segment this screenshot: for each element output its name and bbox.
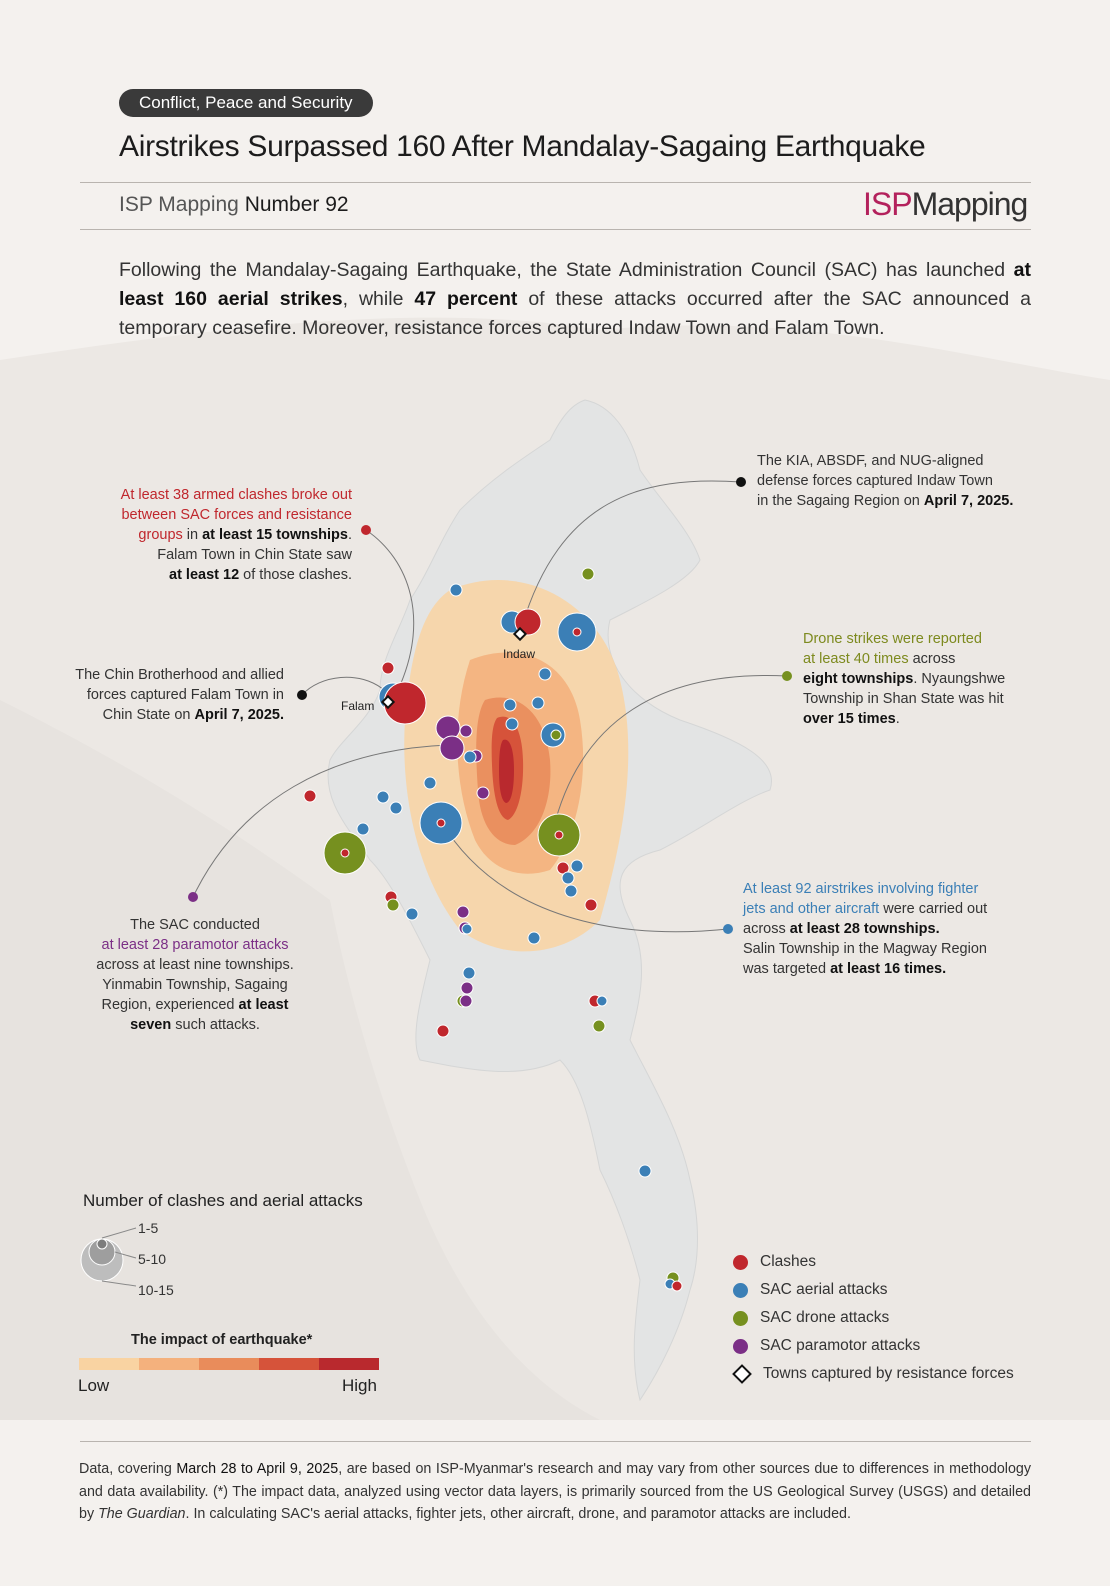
- annotation-highlight: groups: [138, 527, 183, 543]
- clash-marker: [585, 899, 597, 911]
- annotation-text: The Chin Brotherhood and allied: [75, 667, 284, 683]
- annotation-text: .: [347, 527, 352, 543]
- intro-text: Following the Mandalay-Sagaing Earthquake, the State Administration Council (SAC) has launched: [119, 259, 1014, 281]
- annotation-text: The KIA, ABSDF, and NUG-aligned: [757, 453, 984, 469]
- impact-high-label: High: [342, 1376, 377, 1395]
- aerial-attack-marker: [571, 860, 583, 872]
- annotation-bold: eight townships: [803, 671, 914, 687]
- annotation-bold: April 7, 2025.: [923, 493, 1014, 509]
- clash-marker: [672, 1281, 682, 1291]
- annotation-indaw: [757, 451, 1047, 511]
- aerial-attack-marker: [424, 777, 436, 789]
- footer-source: The Guardian: [98, 1506, 186, 1522]
- annotation-clashes: [80, 485, 352, 585]
- intro-emphasis: 47 percent: [414, 288, 518, 310]
- leader-dot-indaw: [736, 477, 746, 487]
- paramotor-marker: [457, 906, 469, 918]
- impact-low-label: Low: [78, 1376, 110, 1395]
- clash-marker: [555, 831, 563, 839]
- drone-marker: [593, 1020, 605, 1032]
- paramotor-marker: [460, 995, 472, 1007]
- impact-step-5: [319, 1358, 379, 1370]
- legend-item: [733, 1332, 1014, 1360]
- impact-legend-title: The impact of earthquake*: [131, 1332, 313, 1348]
- aerial-attack-marker: [528, 932, 540, 944]
- annotation-bold: at least 12: [169, 567, 240, 583]
- annotation-highlight: jets and other aircraft: [743, 901, 880, 917]
- annotation-airstrikes: [743, 879, 1043, 979]
- header-rule-bottom: [80, 229, 1031, 230]
- aerial-attack-marker: [639, 1165, 651, 1177]
- annotation-bold: at least 15 townships: [202, 527, 348, 543]
- clash-marker: [573, 628, 581, 636]
- legend-label: Towns captured by resistance forces: [763, 1365, 1014, 1382]
- paramotor-marker: [461, 982, 473, 994]
- footer-note: [79, 1458, 1031, 1526]
- size-label-large: 10-15: [138, 1282, 174, 1298]
- annotation-text: defense forces captured Indaw Town: [757, 473, 993, 489]
- aerial-attack-marker: [562, 872, 574, 884]
- footer-text: . In calculating SAC's aerial attacks, fighter jets, other aircraft, drone, and paramotor attacks are included.: [185, 1506, 851, 1522]
- aerial-attack-marker: [357, 823, 369, 835]
- impact-zone-core: [499, 740, 514, 803]
- header-rule-top: [80, 182, 1031, 183]
- intro-paragraph: [119, 256, 1031, 343]
- annotation-highlight: Drone strikes were reported: [803, 631, 982, 647]
- annotation-text: . Nyaungshwe: [913, 671, 1006, 687]
- series-number: Number 92: [244, 193, 349, 216]
- annotation-drone: [803, 629, 1053, 729]
- annotation-text: The SAC conducted: [130, 917, 260, 933]
- size-label-small: 1-5: [138, 1220, 159, 1236]
- leader-dot-paramotor: [188, 892, 198, 902]
- leader-dot-airstrikes: [723, 924, 733, 934]
- intro-text: of these attacks occurred after the SAC announced a temporary ceasefire. Moreover, resistance forces captured Indaw Town and Falam Town.: [119, 288, 1031, 339]
- drone-marker: [387, 899, 399, 911]
- aerial-attack-marker: [504, 699, 516, 711]
- annotation-highlight: At least 38 armed clashes broke out: [120, 487, 352, 503]
- impact-color-bar: [79, 1358, 379, 1370]
- annotation-highlight: at least 40 times: [803, 651, 909, 667]
- size-leader: [102, 1281, 136, 1286]
- leader-dot-clashes: [361, 525, 371, 535]
- impact-step-1: [79, 1358, 139, 1370]
- annotation-text: Salin Township in the Magway Region: [743, 941, 987, 957]
- aerial-attack-marker: [597, 996, 607, 1006]
- legend-swatch: [733, 1339, 748, 1354]
- annotation-text: in: [182, 527, 203, 543]
- annotation-text: such attacks.: [171, 1017, 260, 1033]
- legend-label: SAC paramotor attacks: [760, 1337, 921, 1354]
- aerial-attack-marker: [539, 668, 551, 680]
- paramotor-marker: [440, 736, 464, 760]
- footer-text: , are based on ISP-Myanmar's research and may vary from other sources due to differences in methodology and data availability. (*) The impact data, analyzed using vector data layers, is primarily sourced from the US Geological Survey (USGS) and detailed by: [79, 1461, 1031, 1522]
- impact-step-3: [199, 1358, 259, 1370]
- impact-step-2: [139, 1358, 199, 1370]
- legend-label: SAC aerial attacks: [760, 1281, 888, 1298]
- annotation-text: Township in Shan State was hit: [803, 691, 1004, 707]
- paramotor-marker: [460, 725, 472, 737]
- aerial-attack-marker: [450, 584, 462, 596]
- aerial-attack-marker: [464, 751, 476, 763]
- annotation-text: across: [908, 651, 956, 667]
- diamond-icon: [732, 1364, 752, 1384]
- legend-item: [733, 1276, 1014, 1304]
- indaw-label: Indaw: [503, 647, 536, 661]
- annotation-falam: [40, 665, 284, 725]
- clash-marker: [341, 849, 349, 857]
- series-subhead: [119, 193, 349, 217]
- annotation-bold: at least: [238, 997, 289, 1013]
- annotation-highlight: between SAC forces and resistance: [121, 507, 352, 523]
- legend-swatch: [733, 1255, 748, 1270]
- brand-isp: ISP: [863, 186, 912, 222]
- footer-emphasis: March 28 to April 9, 2025: [176, 1461, 339, 1477]
- annotation-text: of those clashes.: [239, 567, 352, 583]
- annotation-bold: April 7, 2025.: [194, 707, 284, 723]
- clash-marker: [304, 790, 316, 802]
- size-leader: [102, 1228, 136, 1238]
- drone-marker: [582, 568, 594, 580]
- paramotor-marker: [477, 787, 489, 799]
- annotation-bold: at least 28 townships.: [789, 921, 940, 937]
- legend-swatch: [733, 1283, 748, 1298]
- aerial-attack-marker: [565, 885, 577, 897]
- annotation-text: in the Sagaing Region on: [757, 493, 924, 509]
- clash-marker: [437, 1025, 449, 1037]
- size-circle-small: [97, 1239, 107, 1249]
- aerial-attack-marker: [506, 718, 518, 730]
- annotation-text: Falam Town in Chin State saw: [157, 547, 352, 563]
- aerial-attack-marker: [390, 802, 402, 814]
- annotation-text: Yinmabin Township, Sagaing: [102, 977, 288, 993]
- annotation-text: were carried out: [879, 901, 988, 917]
- footer-text: Data, covering: [79, 1461, 177, 1477]
- annotation-highlight: At least 92 airstrikes involving fighter: [743, 881, 979, 897]
- impact-step-4: [259, 1358, 319, 1370]
- legend-item: [733, 1248, 1014, 1276]
- legend-item-captured: [733, 1360, 1014, 1388]
- legend-label: SAC drone attacks: [760, 1309, 890, 1326]
- annotation-text: across at least nine townships.: [96, 957, 294, 973]
- page-title: Airstrikes Surpassed 160 After Mandalay-Sagaing Earthquake: [119, 130, 926, 163]
- leader-dot-drone: [782, 671, 792, 681]
- aerial-attack-marker: [462, 924, 472, 934]
- aerial-attack-marker: [463, 967, 475, 979]
- aerial-attack-marker: [377, 791, 389, 803]
- intro-text: , while: [342, 288, 415, 310]
- leader-dot-falam: [297, 690, 307, 700]
- size-label-medium: 5-10: [138, 1251, 167, 1267]
- drone-marker: [551, 730, 561, 740]
- annotation-text: .: [895, 711, 900, 727]
- legend-label: Clashes: [760, 1253, 816, 1270]
- annotation-bold: over 15 times: [803, 711, 896, 727]
- category-legend: [733, 1248, 1014, 1388]
- category-pill: Conflict, Peace and Security: [119, 89, 373, 117]
- footer-rule: [80, 1441, 1031, 1442]
- brand-mapping: Mapping: [911, 186, 1028, 222]
- annotation-text: Chin State on: [102, 707, 195, 723]
- annotation-text: forces captured Falam Town in: [86, 687, 284, 703]
- annotation-text: was targeted: [743, 961, 831, 977]
- series-label: ISP Mapping: [119, 193, 239, 216]
- annotation-highlight: at least 28 paramotor attacks: [101, 937, 289, 953]
- aerial-attack-marker: [532, 697, 544, 709]
- annotation-paramotor: [70, 915, 320, 1035]
- annotation-text: across: [743, 921, 790, 937]
- legend-swatch: [733, 1311, 748, 1326]
- falam-label: Falam: [341, 699, 375, 713]
- legend-item: [733, 1304, 1014, 1332]
- annotation-bold: seven: [130, 1017, 172, 1033]
- size-legend-title: Number of clashes and aerial attacks: [83, 1191, 363, 1210]
- intro-emphasis: at least 160 aerial strikes: [119, 259, 1031, 310]
- aerial-attack-marker: [406, 908, 418, 920]
- annotation-bold: at least 16 times.: [830, 961, 947, 977]
- brand-logo: [863, 186, 1027, 223]
- clash-marker: [382, 662, 394, 674]
- clash-marker: [437, 819, 445, 827]
- annotation-text: Region, experienced: [101, 997, 239, 1013]
